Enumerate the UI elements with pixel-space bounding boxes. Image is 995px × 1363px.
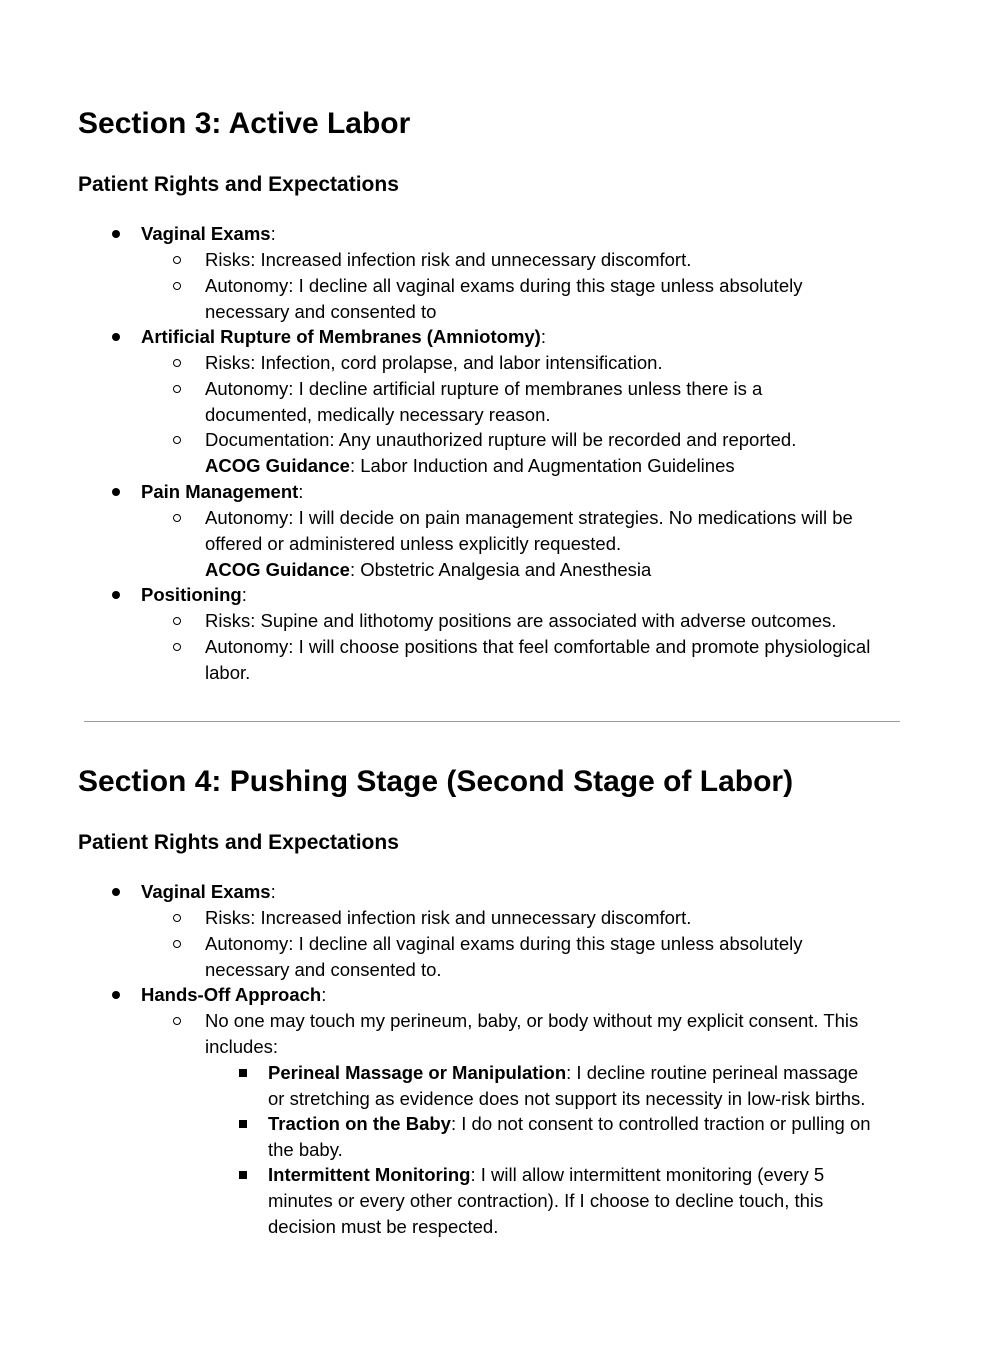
bullet-circle-icon (173, 359, 181, 367)
item-label: Pain Management (141, 481, 299, 502)
bullet-disc-icon (112, 230, 120, 238)
bullet-square-icon (239, 1120, 247, 1128)
bullet-circle-icon (173, 643, 181, 651)
item-label: Artificial Rupture of Membranes (Amniotomy) (141, 326, 541, 347)
list-item: Pain Management: (141, 481, 304, 502)
item-label: Vaginal Exams (141, 223, 271, 244)
bullet-circle-icon (173, 1017, 181, 1025)
list-subitem: Risks: Increased infection risk and unnecessary discomfort. (205, 907, 692, 928)
list-subsubitem: Intermittent Monitoring: I will allow intermittent monitoring (every 5 minutes or every other contraction). If I choose to decline touch, this decision must be respected. (268, 1164, 825, 1237)
list-subsubitem: Perineal Massage or Manipulation: I decline routine perineal massage or stretching as evidence does not support its necessity in low-risk births. (268, 1062, 866, 1109)
list-subitem: Autonomy: I will decide on pain management strategies. No medications will be offered or administered unless explicitly requested. ACOG Guidance: Obstetric Analgesia and Anesthesia (205, 507, 853, 580)
section-3-title: Section 3: Active Labor (78, 107, 411, 140)
list-subitem: Autonomy: I decline artificial rupture of membranes unless there is a documented, medically necessary reason. (205, 378, 763, 425)
item-label: Vaginal Exams (141, 881, 271, 902)
list-subitem: Autonomy: I decline all vaginal exams during this stage unless absolutely necessary and consented to. (205, 933, 803, 980)
bullet-disc-icon (112, 333, 120, 341)
list-subitem: Autonomy: I decline all vaginal exams during this stage unless absolutely necessary and consented to (205, 275, 803, 322)
item-label: Positioning (141, 584, 242, 605)
list-subitem: Risks: Supine and lithotomy positions are associated with adverse outcomes. (205, 610, 837, 631)
list-subitem: Risks: Increased infection risk and unnecessary discomfort. (205, 249, 692, 270)
horizontal-divider (84, 721, 900, 722)
list-subitem: No one may touch my perineum, baby, or body without my explicit consent. This includes: (205, 1010, 859, 1057)
bullet-disc-icon (112, 991, 120, 999)
list-item: Positioning: (141, 584, 247, 605)
bullet-circle-icon (173, 617, 181, 625)
section-4-title: Section 4: Pushing Stage (Second Stage of Labor) (78, 765, 794, 798)
bullet-disc-icon (112, 888, 120, 896)
bullet-circle-icon (173, 940, 181, 948)
list-subitem: Documentation: Any unauthorized rupture will be recorded and reported. ACOG Guidance: Labor Induction and Augmentation Guidelines (205, 429, 797, 476)
bullet-square-icon (239, 1069, 247, 1077)
section-4-subtitle: Patient Rights and Expectations (78, 831, 399, 854)
bullet-disc-icon (112, 488, 120, 496)
list-subitem: Risks: Infection, cord prolapse, and labor intensification. (205, 352, 663, 373)
bullet-circle-icon (173, 436, 181, 444)
bullet-circle-icon (173, 256, 181, 264)
section-3-subtitle: Patient Rights and Expectations (78, 173, 399, 196)
list-item: Artificial Rupture of Membranes (Amniotomy): (141, 326, 546, 347)
bullet-disc-icon (112, 591, 120, 599)
list-item: Vaginal Exams: (141, 223, 276, 244)
list-item: Hands-Off Approach: (141, 984, 327, 1005)
bullet-circle-icon (173, 914, 181, 922)
list-subsubitem: Traction on the Baby: I do not consent to controlled traction or pulling on the baby. (268, 1113, 871, 1160)
item-label: Hands-Off Approach (141, 984, 322, 1005)
bullet-circle-icon (173, 385, 181, 393)
list-subitem: Autonomy: I will choose positions that feel comfortable and promote physiological labor. (205, 636, 871, 683)
list-item: Vaginal Exams: (141, 881, 276, 902)
bullet-circle-icon (173, 514, 181, 522)
bullet-circle-icon (173, 282, 181, 290)
bullet-square-icon (239, 1171, 247, 1179)
